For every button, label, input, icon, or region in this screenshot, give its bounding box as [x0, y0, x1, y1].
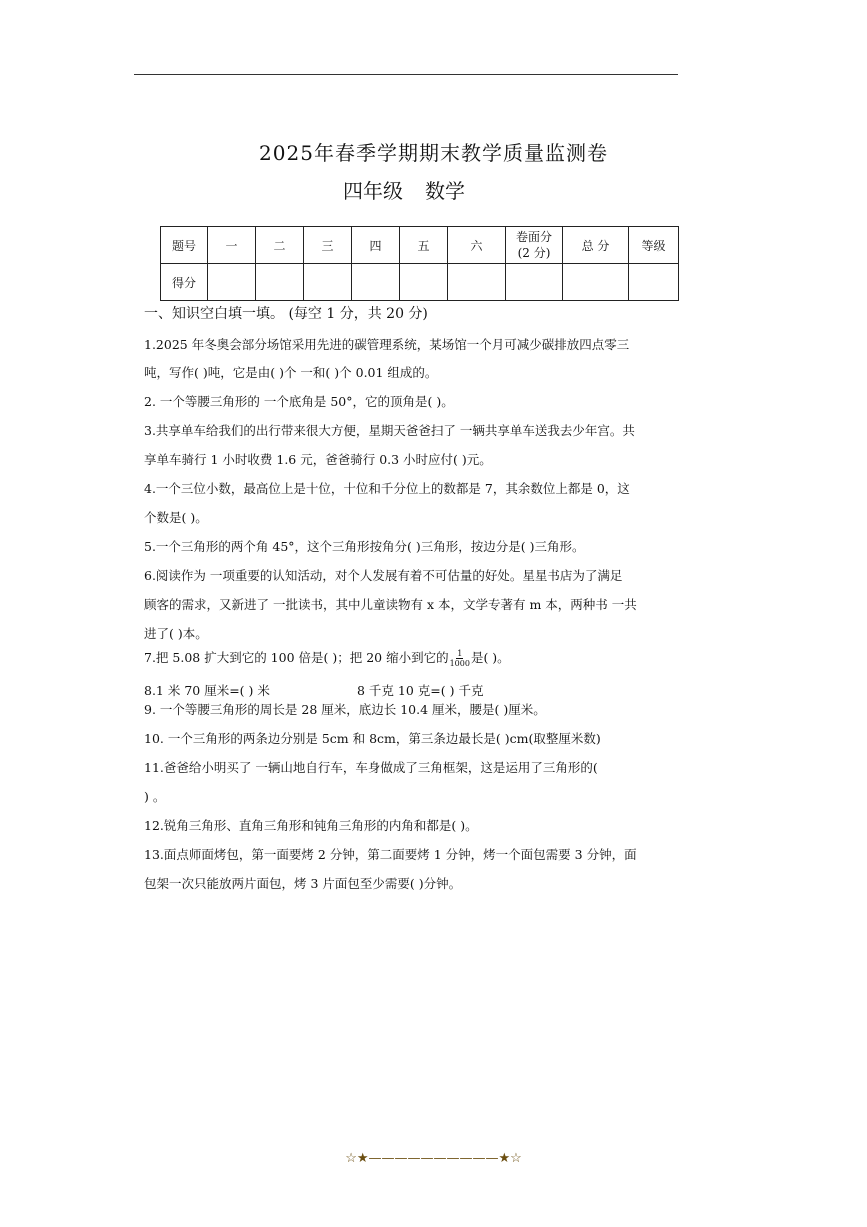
neatness-label: 卷面分: [515, 230, 552, 244]
header-cell: 一: [208, 227, 256, 264]
header-cell: 六: [448, 227, 506, 264]
question-12: 12.锐角三角形、直角三角形和钝角三角形的内角和都是( )。: [144, 818, 478, 833]
score-cell[interactable]: [352, 264, 400, 301]
question-2: 2. 一个等腰三角形的 一个底角是 50°，它的顶角是( )。: [144, 394, 454, 409]
question-13-line-1: 13.面点师面烤包，第一面要烤 2 分钟，第二面要烤 1 分钟，烤一个面包需要 3 分钟，面: [144, 847, 637, 862]
score-row-label: 得分: [161, 264, 208, 301]
question-9: 9. 一个等腰三角形的周长是 28 厘米，底边长 10.4 厘米，腰是( )厘米。: [144, 702, 546, 717]
question-11-line-2: ) 。: [144, 789, 166, 804]
question-10: 10. 一个三角形的两条边分别是 5cm 和 8cm，第三条边最长是( )cm(取整厘米数): [144, 731, 601, 746]
question-13-line-2: 包架一次只能放两片面包，烤 3 片面包至少需要( )分钟。: [144, 876, 462, 891]
score-cell[interactable]: [448, 264, 506, 301]
question-7-prefix: 7.把 5.08 扩大到它的 100 倍是( )；把 20 缩小到它的: [144, 650, 449, 665]
score-table: [160, 226, 679, 301]
score-cell[interactable]: [256, 264, 304, 301]
question-6-line-3: 进了( )本。: [144, 626, 208, 641]
header-cell: 四: [352, 227, 400, 264]
question-1-line-2: 吨，写作( )吨，它是由( )个 一和( )个 0.01 组成的。: [144, 365, 438, 380]
question-4-line-2: 个数是( )。: [144, 510, 208, 525]
footer-ornament: ☆★——————————★☆: [345, 1151, 522, 1166]
score-cell[interactable]: [400, 264, 448, 301]
header-cell: 题号: [161, 227, 208, 264]
header-cell: 三: [304, 227, 352, 264]
score-table-header-row: [161, 227, 679, 264]
exam-subtitle: [0, 175, 808, 204]
question-11-line-1: 11.爸爸给小明买了 一辆山地自行车，车身做成了三角框架，这是运用了三角形的(: [144, 760, 598, 775]
question-8-part-1: 8.1 米 70 厘米=( ) 米: [144, 683, 270, 698]
header-cell: 二: [256, 227, 304, 264]
header-cell: 五: [400, 227, 448, 264]
header-cell: 等级: [629, 227, 679, 264]
grade-label: 四年级: [343, 179, 403, 203]
fraction: [450, 649, 470, 668]
score-cell[interactable]: [304, 264, 352, 301]
fraction-denominator: 1000: [449, 659, 470, 668]
question-3-line-1: 3.共享单车给我们的出行带来很大方便，星期天爸爸扫了 一辆共享单车送我去少年宫。共: [144, 423, 635, 438]
section-heading: 一、知识空白填一填。 (每空 1 分，共 20 分): [144, 306, 428, 322]
header-cell-neatness: [506, 227, 563, 264]
question-7: [144, 648, 510, 668]
score-cell[interactable]: [629, 264, 679, 301]
score-table-score-row: [161, 264, 679, 301]
question-4-line-1: 4.一个三位小数，最高位上是十位，十位和千分位上的数都是 7，其余数位上都是 0，这: [144, 481, 630, 496]
neatness-points: (2 分): [517, 246, 551, 260]
score-cell[interactable]: [563, 264, 629, 301]
exam-title: 2025年春季学期期末教学质量监测卷: [259, 141, 608, 165]
question-5: 5.一个三角形的两个角 45°，这个三角形按角分( )三角形，按边分是( )三角形。: [144, 539, 585, 554]
score-cell[interactable]: [506, 264, 563, 301]
question-6-line-1: 6.阅读作为 一项重要的认知活动，对个人发展有着不可估量的好处。星星书店为了满足: [144, 568, 623, 583]
score-cell[interactable]: [208, 264, 256, 301]
question-7-suffix: 是( )。: [470, 650, 510, 665]
fraction-numerator: 1: [457, 649, 463, 658]
top-rule: [134, 74, 678, 75]
question-6-line-2: 顾客的需求，又新进了 一批读书，其中儿童读物有 x 本，文学专著有 m 本，两种书 一共: [144, 597, 637, 612]
header-cell: 总 分: [563, 227, 629, 264]
subject-label: 数学: [425, 179, 465, 203]
question-8-part-2: 8 千克 10 克=( ) 千克: [357, 683, 484, 698]
question-1-line-1: 1.2025 年冬奥会部分场馆采用先进的碳管理系统，某场馆一个月可减少碳排放四点零三: [144, 337, 630, 352]
question-3-line-2: 享单车骑行 1 小时收费 1.6 元，爸爸骑行 0.3 小时应付( )元。: [144, 452, 492, 467]
